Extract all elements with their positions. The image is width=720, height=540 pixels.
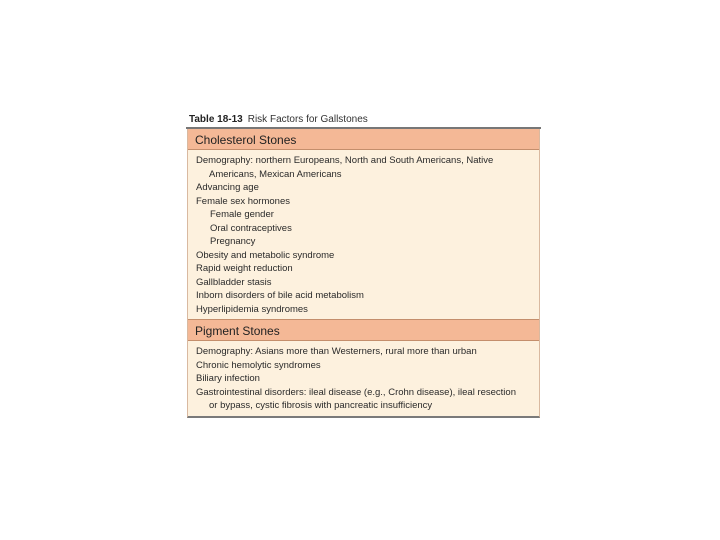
list-item: Obesity and metabolic syndrome	[196, 249, 335, 261]
table-title: Risk Factors for Gallstones	[247, 114, 368, 125]
list-subitem: Female gender	[210, 209, 274, 220]
list-item: Inborn disorders of bile acid metabolism	[196, 290, 364, 301]
list-item: Gastrointestinal disorders: ileal disease (e.g., Crohn disease), ileal resection	[196, 386, 516, 398]
list-item: Demography: northern Europeans, North and South Americans, Native	[196, 155, 494, 166]
list-item-continuation: or bypass, cystic fibrosis with pancreatic insufficiency	[209, 400, 433, 411]
list-item-continuation: Americans, Mexican Americans	[209, 168, 342, 180]
list-item: Demography: Asians more than Westerners, rural more than urban	[196, 346, 477, 357]
list-subitem: Oral contraceptives	[210, 222, 292, 234]
section-cholesterol-stones	[188, 129, 539, 319]
section-heading: Cholesterol Stones	[188, 129, 539, 150]
list-item: Female sex hormones	[196, 195, 290, 207]
table-number: Table 18-13	[189, 114, 243, 125]
list-item: Rapid weight reduction	[196, 263, 293, 274]
table-caption	[187, 110, 540, 127]
list-item: Gallbladder stasis	[196, 276, 272, 288]
list-item: Biliary infection	[196, 373, 260, 384]
list-subitem: Pregnancy	[210, 236, 256, 247]
section-body	[188, 341, 539, 416]
list-item: Advancing age	[196, 182, 259, 193]
risk-factors-table	[187, 110, 540, 418]
section-heading: Pigment Stones	[188, 320, 539, 341]
section-body	[188, 150, 539, 319]
section-pigment-stones	[188, 320, 539, 416]
table-frame	[187, 129, 540, 418]
list-item: Chronic hemolytic syndromes	[196, 359, 321, 371]
list-item: Hyperlipidemia syndromes	[196, 303, 308, 315]
